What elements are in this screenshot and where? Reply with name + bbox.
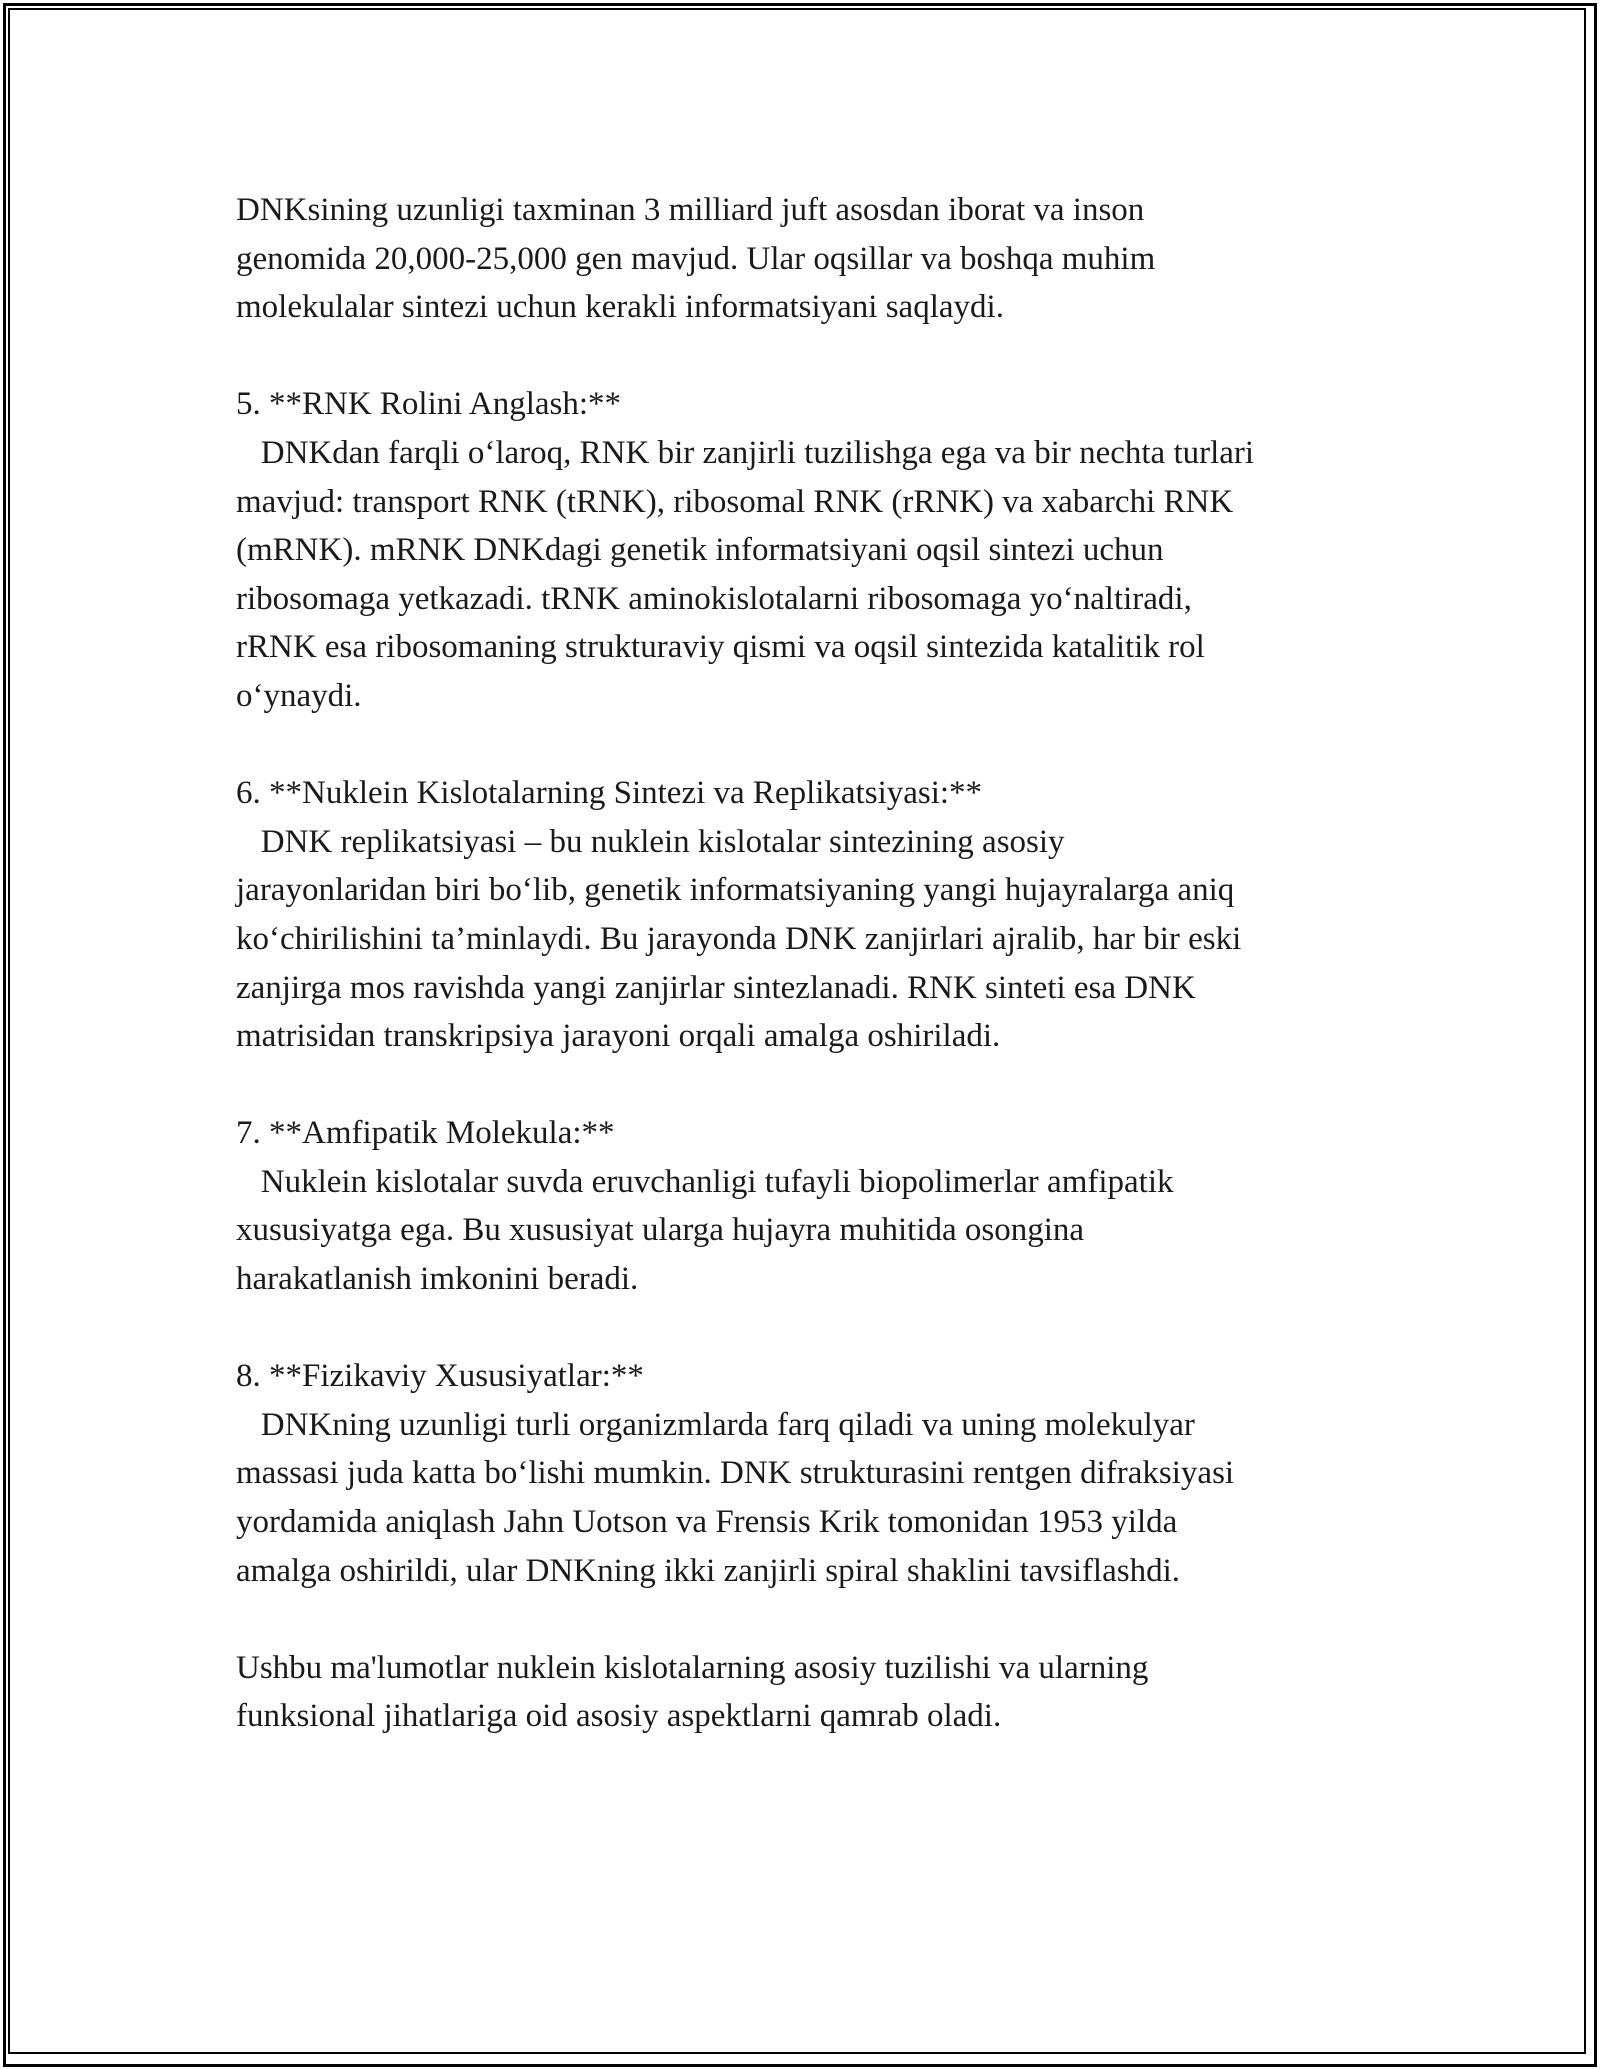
text-line: rRNK esa ribosomaning strukturaviy qismi va oqsil sintezida katalitik rol [236,629,1205,666]
text-line: matrisidan transkripsiya jarayoni orqali amalga oshiriladi. [236,1018,1001,1055]
section-synthesis-replication [236,769,1436,1061]
section-rnk-role [236,380,1436,720]
text-line: jarayonlaridan biri bo‘lib, genetik informatsiyaning yangi hujayralarga aniq [236,872,1235,909]
section-amphipathic-molecule [236,1109,1436,1303]
text-line: amalga oshirildi, ular DNKning ikki zanjirli spiral shaklini tavsiflashdi. [236,1552,1180,1589]
text-line: zanjirga mos ravishda yangi zanjirlar sintezlanadi. RNK sinteti esa DNK [236,969,1196,1006]
text-line: genomida 20,000-25,000 gen mavjud. Ular oqsillar va boshqa muhim [236,240,1156,277]
text-line: ko‘chirilishini ta’minlaydi. Bu jarayonda DNK zanjirlari ajralib, har bir eski [236,920,1242,957]
text-line: molekulalar sintezi uchun kerakli informatsiyani saqlaydi. [236,289,1004,326]
text-line: ribosomaga yetkazadi. tRNK aminokislotalarni ribosomaga yo‘naltiradi, [236,580,1192,617]
text-line: DNKning uzunligi turli organizmlarda farq qiladi va uning molekulyar [236,1406,1195,1443]
section-heading: 5. **RNK Rolini Anglash:** [236,386,622,423]
text-line: mavjud: transport RNK (tRNK), ribosomal RNK (rRNK) va xabarchi RNK [236,483,1234,520]
text-line: DNKdan farqli o‘laroq, RNK bir zanjirli tuzilishga ega va bir nechta turlari [236,434,1255,471]
text-line: DNK replikatsiyasi – bu nuklein kislotalar sintezining asosiy [236,823,1065,860]
text-line: harakatlanish imkonini beradi. [236,1261,639,1298]
section-physical-properties [236,1352,1436,1595]
paragraph-dnk-length [236,186,1436,332]
text-line: Ushbu ma'lumotlar nuklein kislotalarning asosiy tuzilishi va ularning [236,1649,1149,1686]
text-line: DNKsining uzunligi taxminan 3 milliard juft asosdan iborat va inson [236,192,1145,228]
text-line: massasi juda katta bo‘lishi mumkin. DNK strukturasini rentgen difraksiyasi [236,1455,1235,1492]
text-line: funksional jihatlariga oid asosiy aspektlarni qamrab oladi. [236,1698,1002,1735]
text-line: o‘ynaydi. [236,677,362,714]
text-line: (mRNK). mRNK DNKdagi genetik informatsiyani oqsil sintezi uchun [236,532,1164,569]
text-line: Nuklein kislotalar suvda eruvchanligi tufayli biopolimerlar amfipatik [236,1163,1174,1200]
section-heading: 8. **Fizikaviy Xususiyatlar:** [236,1358,644,1395]
section-heading: 7. **Amfipatik Molekula:** [236,1115,615,1152]
document-body [236,186,1436,1741]
text-line: xususiyatga ega. Bu xususiyat ularga hujayra muhitida osongina [236,1212,1085,1249]
section-heading: 6. **Nuklein Kislotalarning Sintezi va Replikatsiyasi:** [236,775,983,812]
paragraph-conclusion [236,1644,1436,1741]
text-line: yordamida aniqlash Jahn Uotson va Frensis Krik tomonidan 1953 yilda [236,1504,1178,1541]
